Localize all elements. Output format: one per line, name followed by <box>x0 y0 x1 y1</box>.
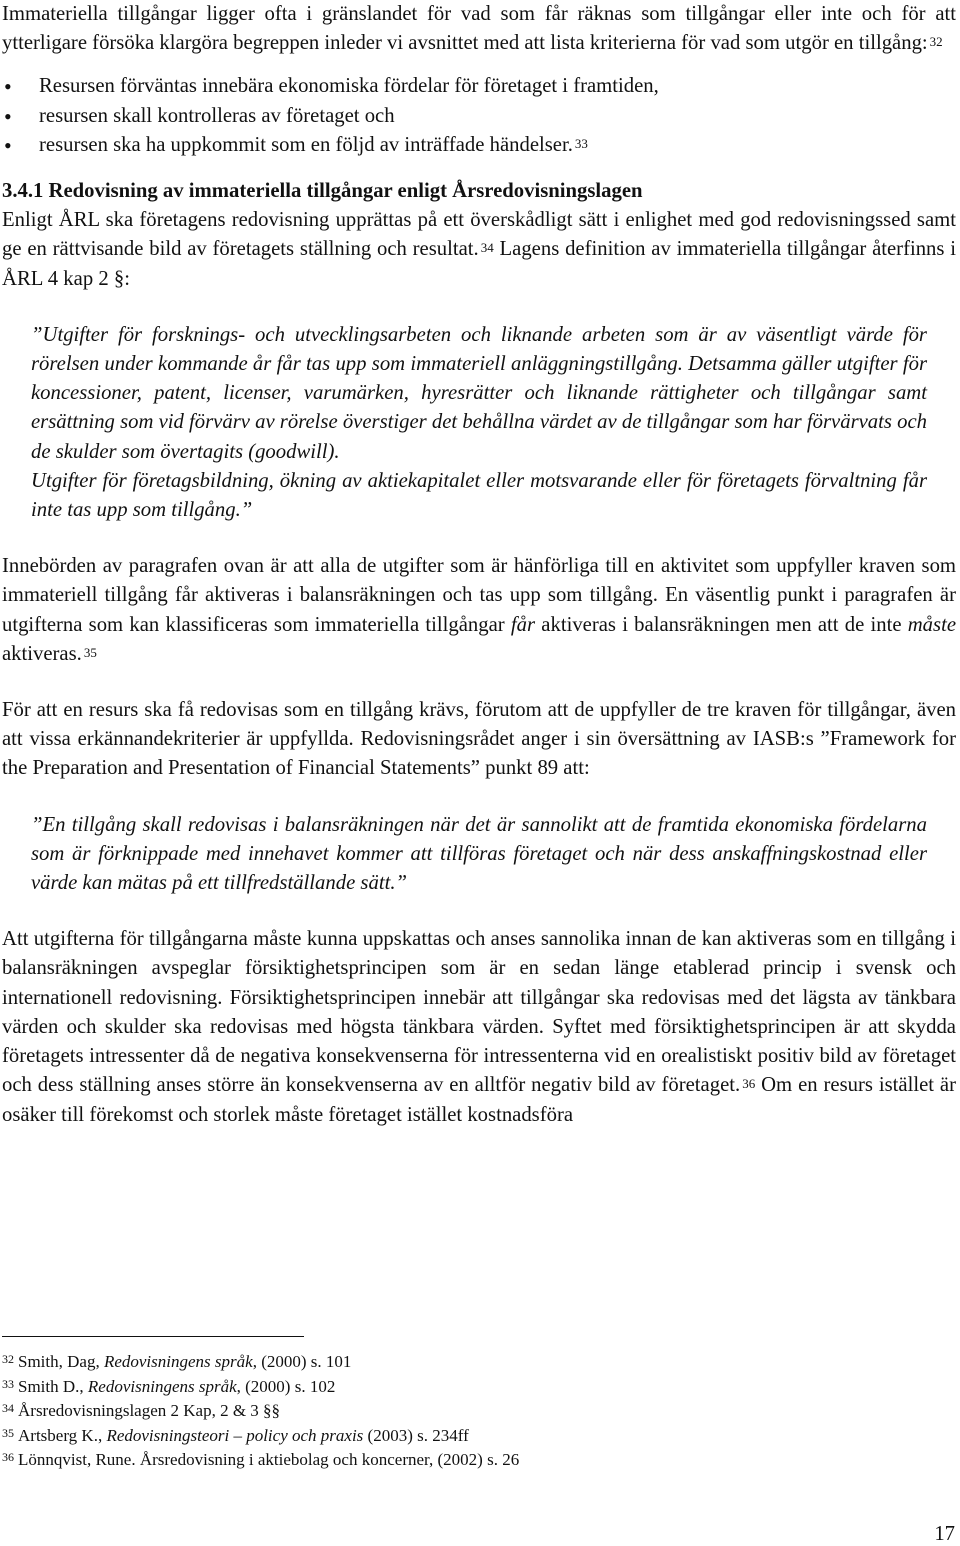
interpretation-paragraph <box>2 552 956 669</box>
footnote-text: Artsberg K., <box>18 1425 107 1445</box>
criteria-item <box>2 131 956 160</box>
footnote <box>2 1399 956 1424</box>
footnotes <box>2 1336 956 1473</box>
footnote-title: Redovisningens språk <box>87 1376 237 1396</box>
footnote <box>2 1375 956 1400</box>
framework-quote <box>31 811 927 899</box>
footnote-ref-33: 33 <box>574 135 588 151</box>
footnote-text: , (2000) s. 102 <box>236 1376 336 1396</box>
page-number: 17 <box>934 1523 955 1545</box>
footnote-number: 35 <box>2 1425 14 1440</box>
footnote-number: 34 <box>2 1401 14 1415</box>
footnote-text: Årsredovisningslagen 2 Kap, 2 & 3 §§ <box>18 1401 281 1420</box>
prudence-text-b: Om en resurs istället är osäker till förekomst och storlek måste företaget istället kostnadsföra <box>2 1074 956 1126</box>
footnote-text: (2003) s. 234ff <box>363 1425 469 1445</box>
emphasis-far: får <box>510 613 536 636</box>
prudence-text-a: Att utgifterna för tillgångarna måste kunna uppskattas och anses sannolika innan de kan aktiveras som en tillgång i balansräkningen avspeglar försiktighetsprincipen som är en sedan länge etablerad princip i svensk och internationell redovisning. Försiktighetsprincipen innebär att tillgångar ska redovisas med det lägsta av tänkbara värden och skulder ska redovisas med högsta tänkbara värden. Syftet med försiktighetsprincipen är att skydda företagets intressenter då de negativa konsekvenserna för intressenterna vid en orealistiskt positiv bild av företaget och dess ställning anses större än konsekvenserna av en alltför negativ bild av företaget. <box>2 928 956 1097</box>
recognition-paragraph: För att en resurs ska få redovisas som en tillgång krävs, förutom att de uppfyller de tre kraven för tillgångar, även att vissa erkännandekriterier är uppfyllda. Redovisningsrådet anger i sin översättning av IASB:s ”Framework for the Preparation and Presentation of Financial Statements” punkt 89 att: <box>2 699 956 780</box>
footnote-title: Redovisningsteori – policy och praxis <box>106 1425 364 1445</box>
footnote-divider <box>2 1336 304 1337</box>
footnote-text: Smith, Dag, <box>18 1352 104 1371</box>
criteria-item-text: resursen skall kontrolleras av företaget och <box>39 104 395 127</box>
law-quote-part-1: ”Utgifter för forsknings- och utvecklingsarbeten och liknande arbeten som är av väsentligt värde för rörelsen under kommande år får tas upp som immateriell anläggningstillgång. Detsamma gäller utgifter för koncessioner, patent, licenser, varumärken, hyresrätter och liknande rättigheter och tillgångar samt ersättning som vid förvärv av rörelse överstiger det behållna värdet av de tillgångar som har förvärvats och de skulder som övertagits (goodwill). <box>31 323 927 463</box>
footnote <box>2 1424 956 1449</box>
section-heading: 3.4.1 Redovisning av immateriella tillgångar enligt Årsredovisningslagen <box>2 180 643 203</box>
footnote-number: 33 <box>2 1376 14 1391</box>
criteria-item-text: resursen ska ha uppkommit som en följd av inträffade händelser. <box>39 133 573 156</box>
footnote <box>2 1448 956 1473</box>
section-text-a: Enligt ÅRL ska företagens redovisning upprättas på ett överskådligt sätt i enlighet med god redovisningssed samt ge en rättvisande bild av företagets ställning och resultat. <box>2 209 956 261</box>
prudence-paragraph <box>2 925 956 1129</box>
footnote-ref-34: 34 <box>480 240 494 256</box>
footnote-ref-36: 36 <box>742 1076 756 1092</box>
criteria-item-text: Resursen förväntas innebära ekonomiska fördelar för företaget i framtiden, <box>39 75 659 98</box>
interpretation-text-a: Innebörden av paragrafen ovan är att alla de utgifter som är hänförliga till en aktivitet som uppfyller kraven som immateriell tillgång får aktiveras i balansräkningen och tas upp som tillgång. En väsentlig punkt i paragrafen är utgifterna som kan klassificeras som immateriella tillgångar <box>2 555 956 636</box>
footnote-ref-35: 35 <box>83 644 97 660</box>
footnote-title: Redovisningens språk <box>103 1352 253 1371</box>
framework-quote-text: ”En tillgång skall redovisas i balansräkningen när det är sannolikt att de framtida ekonomiska fördelarna som är förknippade med innehavet kommer att tillföras företaget och när dess anskaffningskostnad eller värde kan mätas på ett tillfredställande sätt.” <box>31 813 927 895</box>
footnote-number: 36 <box>2 1450 14 1464</box>
footnote-ref-32: 32 <box>929 34 943 50</box>
criteria-item <box>2 102 956 131</box>
law-quote <box>31 321 927 525</box>
section-paragraph <box>2 206 956 294</box>
emphasis-maste: måste <box>907 613 956 636</box>
interpretation-text-c: aktiveras. <box>2 642 82 665</box>
footnote-text: Lönnqvist, Rune. Årsredovisning i aktiebolag och koncerner, (2002) s. 26 <box>18 1450 520 1469</box>
criteria-item <box>2 72 956 101</box>
intro-text: Immateriella tillgångar ligger ofta i gränslandet för vad som får räknas som tillgångar eller inte och för att ytterligare försöka klargöra begreppen inleder vi avsnittet med att lista kriterierna för vad som utgör en tillgång: <box>2 3 956 55</box>
footnote <box>2 1350 956 1375</box>
law-quote-part-2: Utgifter för företagsbildning, ökning av aktiekapitalet eller motsvarande eller för företagets förvaltning får inte tas upp som tillgång.” <box>31 469 927 522</box>
section-text-b: Lagens definition av immateriella tillgångar återfinns i ÅRL 4 kap 2 §: <box>2 238 956 290</box>
criteria-list <box>2 72 956 160</box>
footnote-number: 32 <box>2 1352 14 1366</box>
interpretation-text-b: aktiveras i balansräkningen men att de inte <box>535 613 908 636</box>
intro-paragraph <box>2 0 956 58</box>
footnote-text: , (2000) s. 101 <box>252 1352 352 1371</box>
footnote-text: Smith D., <box>18 1376 88 1396</box>
